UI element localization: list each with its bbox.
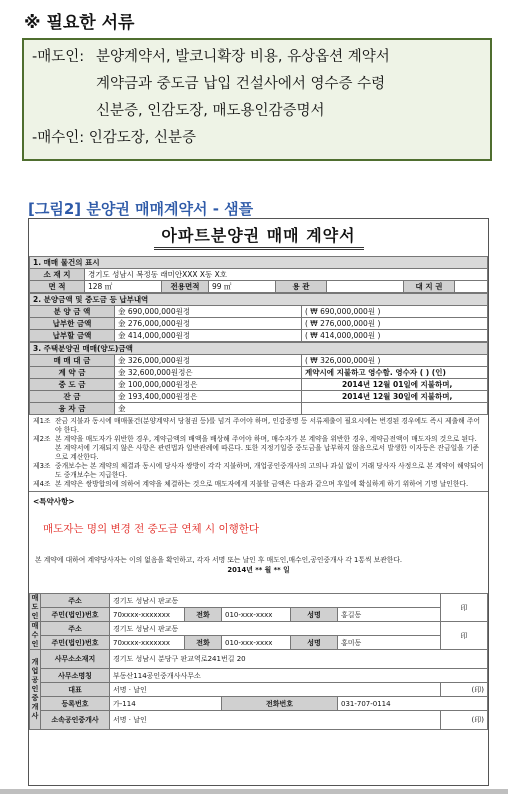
buyer-docs-line: 인감도장, 신분증 xyxy=(88,130,197,146)
agent-sign: 서명 · 날인 xyxy=(110,711,441,730)
area-label: 면 적 xyxy=(30,281,85,293)
contract-sample-image xyxy=(28,218,489,786)
sale-row: 납부할 금액 金 414,000,000원정 ( ₩ 414,000,000원 ) xyxy=(30,330,488,342)
office-phone: 031-707-0114 xyxy=(338,697,488,711)
term-item: 제1조 잔금 지불과 동시에 매매물건(분양계약서 당첨권 등)를 넘겨 주어야 하며, 인감증명 등 서류제출이 필요시에는 번경된 경우에도 즉시 제출해 주어야 한다. xyxy=(33,417,481,434)
trade-row: 중 도 금 金 100,000,000원정은 2014년 12월 01일에 지불하며, xyxy=(30,379,488,391)
seller-docs-row xyxy=(32,44,482,71)
bottom-divider xyxy=(0,789,508,794)
required-documents-title: ※ 필요한 서류 xyxy=(24,13,135,33)
term-item: 제3조 중개보수는 본 계약의 체결과 동시에 당사자 쌍방이 각각 지불하며, 개업공인중개사의 고의나 과실 없이 거래 당사자 사정으로 본 계약이 해약되어도 중개보수는 지급한다. xyxy=(33,462,484,479)
seller-id: 70xxxx-xxxxxxx xyxy=(110,608,185,622)
seller-label: -매도인: xyxy=(32,49,85,65)
buyer-id: 70xxxx-xxxxxxx xyxy=(110,636,185,650)
seller-phone: 010-xxx-xxxx xyxy=(222,608,291,622)
land-right-label: 대 지 권 xyxy=(404,281,455,293)
private-area-label: 전용면적 xyxy=(162,281,209,293)
section-3-header: 3. 주택분양권 매매(양도)금액 xyxy=(30,343,488,355)
registration-number: 가-114 xyxy=(110,697,222,711)
sale-row: 분 양 금 액 金 690,000,000원정 ( ₩ 690,000,000원 ) xyxy=(30,306,488,318)
buyer-label: -매수인: xyxy=(32,130,85,146)
sale-amount-table xyxy=(29,293,488,342)
seller-docs-line-1: 분양계약서, 발코니확장 비용, 유상옵션 계약서 xyxy=(96,49,390,65)
trade-row: 잔 금 金 193,400,000원정은 2014년 12월 30일에 지불하며, xyxy=(30,391,488,403)
trade-row: 융 자 금 金 xyxy=(30,403,488,415)
buyer-phone: 010-xxx-xxxx xyxy=(222,636,291,650)
term-item: 제4조 본 계약은 쌍방합의에 의하여 계약을 체결하는 것으로 매도자에게 지불할 금액은 다음과 같으며 후일에 확실하게 하기 위하여 기명 날인한다. xyxy=(33,480,469,488)
seller-side-label: 매도인 xyxy=(30,594,41,622)
buyer-seal: 印 xyxy=(441,622,488,650)
seller-docs-row-2 xyxy=(32,71,482,98)
figure-title: [그림2] 분양권 매매계약서 - 샘플 xyxy=(28,200,254,218)
buyer-address: 경기도 성남시 판교동 xyxy=(110,622,441,636)
sale-row: 납부한 금액 金 276,000,000원정 ( ₩ 276,000,000원 ) xyxy=(30,318,488,330)
agent-side-label: 개업공인중개사 xyxy=(30,650,41,730)
seller-address: 경기도 성남시 판교동 xyxy=(110,594,441,608)
signature-table: 매도인 주소 경기도 성남시 판교동 印 주민(법인)번호 70xxxx-xxxxxxx 전화 010-xxx-xxxx 성명 홍길동 매수인 주소 경기도 성남시 판교동 印 주민(법인)번호 70xxxx-xxxxxxx 전화 010-xxx-xxxx 성명 홍미동 개업공인중개사 사무소소재지 경기도 성남시 분당구 판교역로241번길 20 사무소명칭 부동산114공인중개사사무소 대표 서명 · 날인 (印) 등록번호 가-114 전화번호 031-707-0114 소속공인중개사 서명 · 날인 (印) xyxy=(29,593,488,730)
contract-date: 2014년 ** 월 ** 일 xyxy=(227,566,290,574)
private-area-value: 99 ㎡ xyxy=(209,281,276,293)
seller-docs-row-3 xyxy=(32,98,482,125)
office-name: 부동산114공인중개사사무소 xyxy=(110,669,488,683)
seller-name: 홍길동 xyxy=(338,608,441,622)
buyer-docs-row xyxy=(32,125,482,152)
special-terms-text: 매도자는 명의 변경 전 중도금 연체 시 이행한다 xyxy=(43,523,260,535)
section-1-header: 1. 매매 물건의 표시 xyxy=(30,257,488,269)
zone-label: 용 관 xyxy=(276,281,327,293)
contract-terms xyxy=(29,415,488,491)
seller-docs-line-2: 계약금과 중도금 납입 건설사에서 영수증 수령 xyxy=(96,76,386,92)
trade-row: 계 약 금 金 32,600,000원정은 계약시에 지불하고 영수함. 영수자 ( ) (인) xyxy=(30,367,488,379)
area-value: 128 ㎡ xyxy=(85,281,162,293)
buyer-side-label: 매수인 xyxy=(30,622,41,650)
office-address: 경기도 성남시 분당구 판교역로241번길 20 xyxy=(110,650,488,669)
representative-sign: 서명 · 날인 xyxy=(110,683,441,697)
trade-amount-table xyxy=(29,342,488,415)
confirm-text: 본 계약에 대하여 계약당사자는 이의 없음을 확인하고, 각자 서명 또는 날인 후 매도인,매수인,공인중개사 각 1통씩 보관한다. xyxy=(35,556,403,564)
buyer-name: 홍미동 xyxy=(338,636,441,650)
location-value: 경기도 성남시 복정동 래미안XXX X동 X호 xyxy=(85,269,488,281)
seller-seal: 印 xyxy=(441,594,488,622)
required-documents-box xyxy=(22,38,492,161)
trade-row: 매 매 대 금 金 326,000,000원정 ( ₩ 326,000,000원 ) xyxy=(30,355,488,367)
location-label: 소 재 지 xyxy=(30,269,85,281)
term-item: 제2조 본 계약을 매도자가 위반한 경우, 계약금액의 배액을 배상해 주어야 하며, 매수자가 본 계약을 위반한 경우, 계약금전액이 매도자의 것으로 된다. 본 계약서에 기재되지 않은 사항은 관련법과 일반관례에 따른다. 또한 지정기일중 중도금을 납부하지 않음으로서 발생한 이자등은 잔금일을 기준으로 계산한다. xyxy=(33,435,480,461)
seller-docs-line-3: 신분증, 인감도장, 매도용인감증명서 xyxy=(96,103,325,119)
property-table xyxy=(29,256,488,293)
contract-title: 아파트분양권 매매 계약서 xyxy=(154,223,364,250)
special-terms-header: <특약사항> xyxy=(33,497,75,506)
section-2-header: 2. 분양금액 및 중도금 등 납부내역 xyxy=(30,294,488,306)
